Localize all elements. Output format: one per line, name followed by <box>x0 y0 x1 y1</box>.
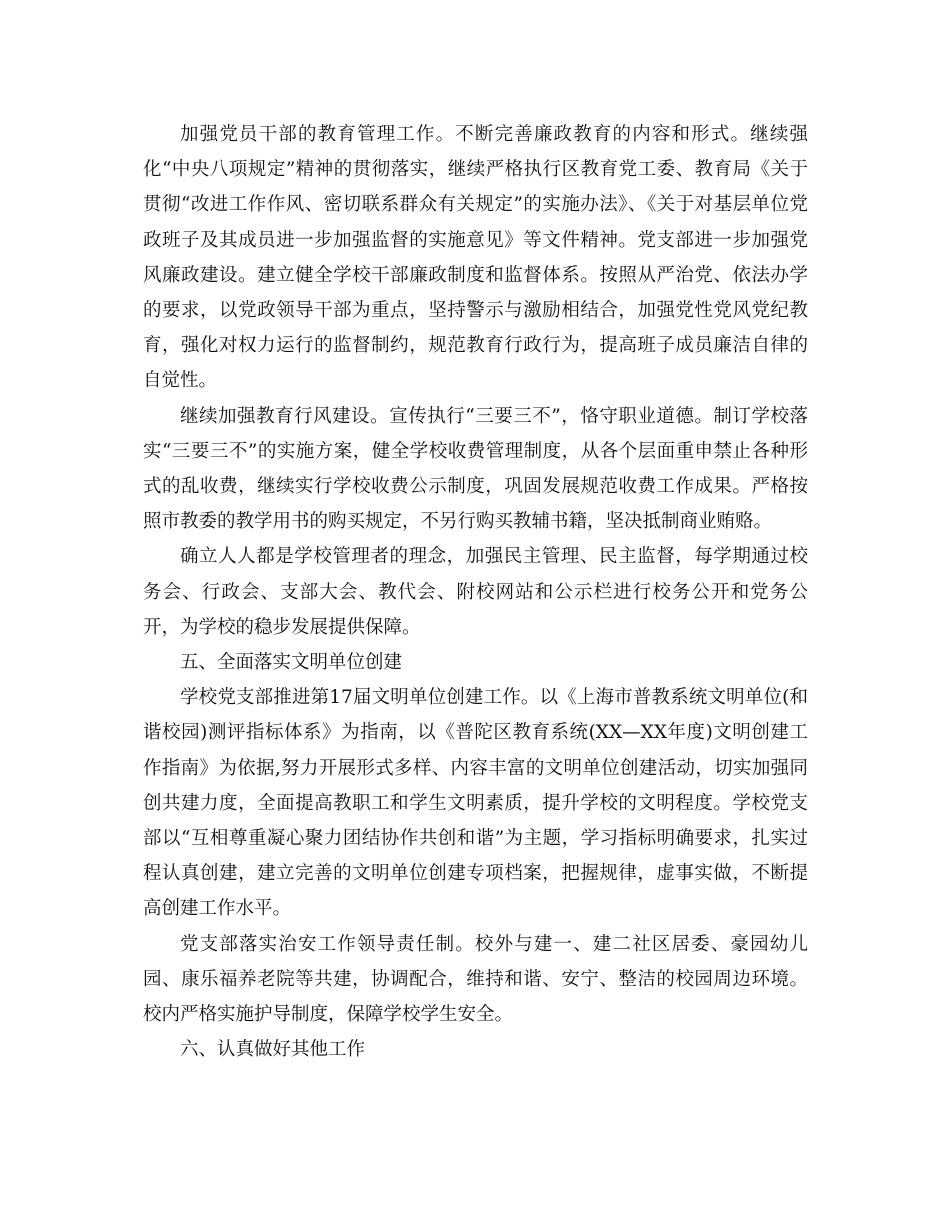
section-heading-civilized-unit: 五、全面落实文明单位创建 <box>180 652 403 674</box>
paragraph-security-responsibility: 党支部落实治安工作领导责任制。校外与建一、建二社区居委、豪园幼儿园、康乐福养老院等共建，协调配合，维持和谐、安宁、整洁的校园周边环境。校内严格实施护导制度，保障学校学生安全。 <box>143 933 808 1026</box>
paragraph-democratic-management: 确立人人都是学校管理者的理念，加强民主管理、民主监督，每学期通过校务会、行政会、支部大会、教代会、附校网站和公示栏进行校务公开和党务公开，为学校的稳步发展提供保障。 <box>143 546 808 638</box>
document-body <box>143 117 808 1067</box>
section-heading-other-work: 六、认真做好其他工作 <box>180 1039 366 1061</box>
paragraph-civilized-unit-creation: 学校党支部推进第17届文明单位创建工作。以《上海市普教系统文明单位(和谐校园)测评指标体系》为指南，以《普陀区教育系统(XX—XX年度)文明创建工作指南》为依据,努力开展形式多样、内容丰富的文明单位创建活动，切实加强同创共建力度，全面提高教职工和学生文明素质，提升学校的文明程度。学校党支部以“互相尊重凝心聚力团结协作共创和谐”为主题，学习指标明确要求，扎实过程认真创建，建立完善的文明单位创建专项档案，把握规律，虚事实做，不断提高创建工作水平。 <box>143 687 808 920</box>
paragraph-discipline-education: 加强党员干部的教育管理工作。不断完善廉政教育的内容和形式。继续强化“中央八项规定”精神的贯彻落实，继续严格执行区教育党工委、教育局《关于贯彻“改进工作作风、密切联系群众有关规定”的实施办法》、《关于对基层单位党政班子及其成员进一步加强监督的实施意见》等文件精神。党支部进一步加强党风廉政建设。建立健全学校干部廉政制度和监督体系。按照从严治党、依法办学的要求，以党政领导干部为重点，坚持警示与激励相结合，加强党性党风党纪教育，强化对权力运行的监督制约，规范教育行政行为，提高班子成员廉洁自律的自觉性。 <box>143 124 808 392</box>
paragraph-conduct-building: 继续加强教育行风建设。宣传执行“三要三不”，恪守职业道德。制订学校落实“三要三不”的实施方案，健全学校收费管理制度，从各个层面重申禁止各种形式的乱收费，继续实行学校收费公示制度，巩固发展规范收费工作成果。严格按照市教委的教学用书的购买规定，不另行购买教辅书籍，坚决抵制商业贿赂。 <box>143 405 808 533</box>
